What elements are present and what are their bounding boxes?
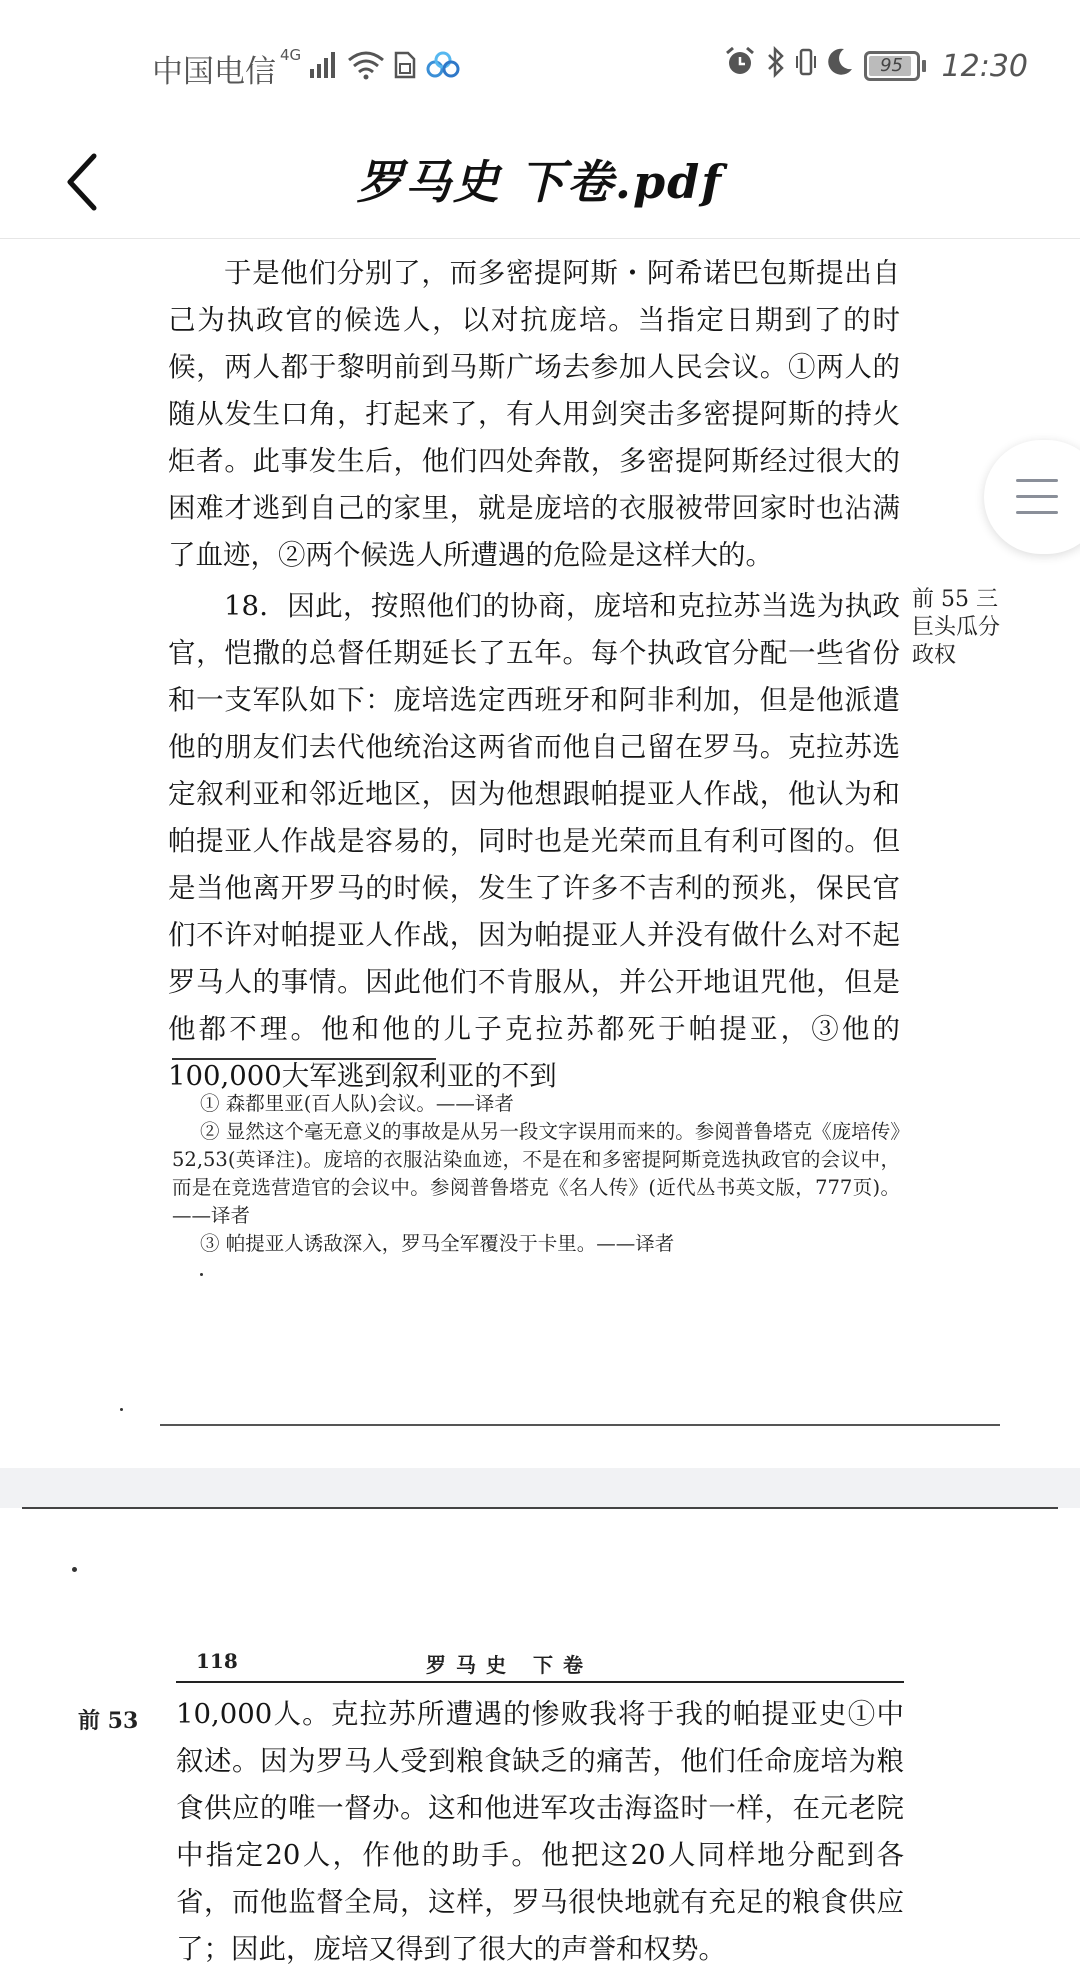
network-type: 4G (280, 46, 302, 64)
footnotes (172, 1090, 900, 1258)
footnote: ① 森都里亚(百人队)会议。——译者 (200, 1092, 514, 1115)
footnote: ③ 帕提亚人诱敌深入，罗马全军覆没于卡里。——译者 (200, 1232, 675, 1255)
status-right (724, 46, 1028, 86)
menu-icon (1016, 477, 1058, 517)
status-bar (0, 0, 1080, 132)
page-edge-line (160, 1424, 1000, 1426)
document-title: 罗马史 下卷.pdf (356, 155, 724, 209)
body-paragraph: 10,000人。克拉苏所遭遇的惨败我将于我的帕提亚史①中叙述。因为罗马人受到粮食缺乏的痛苦，他们任命庞培为粮食供应的唯一督办。这和他进军攻击海盗时一样，在元老院中指定20人，作他的助手。他把这20人同样地分配到各省，而他监督全局，这样，罗马很快地就有充足的粮食供应了；因此，庞培又得到了很大的声誉和权势。 (176, 1698, 904, 1965)
bluetooth-icon (766, 46, 786, 86)
pdf-page (0, 1509, 1080, 1969)
body-paragraph: 18．因此，按照他们的协商，庞培和克拉苏当选为执政官，恺撒的总督任期延长了五年。每个执政官分配一些省份和一支军队如下：庞培选定西班牙和阿非利加，但是他派遣他的朋友们去代他统治这两省而他自己留在罗马。克拉苏选定叙利亚和邻近地区，因为他想跟帕提亚人作战，他认为和帕提亚人作战是容易的，同时也是光荣而且有利可图的。但是当他离开罗马的时候，发生了许多不吉利的预兆，保民官们不许对帕提亚人作战，因为帕提亚人并没有做什么对不起罗马人的事情。因此他们不肯服从，并公开地诅咒他，但是他都不理。他和他的儿子克拉苏都死于帕提亚，③他的100,000大军逃到叙利亚的不到 (168, 590, 900, 1092)
vibrate-icon (796, 46, 816, 86)
alarm-icon (724, 46, 756, 86)
running-header (176, 1649, 904, 1683)
cloud-app-icon (425, 51, 461, 87)
margin-note: 前 53 (78, 1708, 139, 1734)
status-time: 12:30 (941, 48, 1028, 84)
status-left (152, 46, 461, 91)
footnote: ② 显然这个毫无意义的事故是从另一段文字误用而来的。参阅普鲁塔克《庞培传》52,53(英译注)。庞培的衣服沾染血迹，不是在和多密提阿斯竞选执政官的会议中，而是在竞选营造官的会议中。参阅普鲁塔克《名人传》(近代丛书英文版，777页)。——译者 (172, 1120, 900, 1227)
body-paragraph: 于是他们分别了，而多密提阿斯・阿希诺巴包斯提出自己为执政官的候选人，以对抗庞培。当指定日期到了的时候，两人都于黎明前到马斯广场去参加人民会议。①两人的随从发生口角，打起来了，有人用剑突击多密提阿斯的持火炬者。此事发生后，他们四处奔散，多密提阿斯经过很大的困难才逃到自己的家里，就是庞培的衣服被带回家时也沾满了血迹，②两个候选人所遭遇的危险是这样大的。 (168, 257, 900, 571)
battery-level: 95 (880, 55, 903, 76)
top-bar (0, 132, 1080, 239)
header-rule (176, 1681, 904, 1683)
signal-icon (309, 51, 339, 87)
page-number: 118 (196, 1649, 238, 1673)
running-title: 罗马史 下卷 (426, 1653, 593, 1677)
battery-icon (864, 51, 920, 81)
margin-note: 前 55 三巨头瓜分政权 (912, 587, 1001, 668)
footnote-divider (172, 1058, 436, 1060)
do-not-disturb-moon-icon (826, 46, 854, 86)
page-gap (0, 1468, 1080, 1508)
wifi-icon (347, 50, 385, 88)
carrier-name: 中国电信 (152, 54, 276, 90)
pdf-page (0, 238, 1080, 1468)
battery-indicator (864, 51, 926, 81)
sim-card-icon (393, 51, 417, 87)
